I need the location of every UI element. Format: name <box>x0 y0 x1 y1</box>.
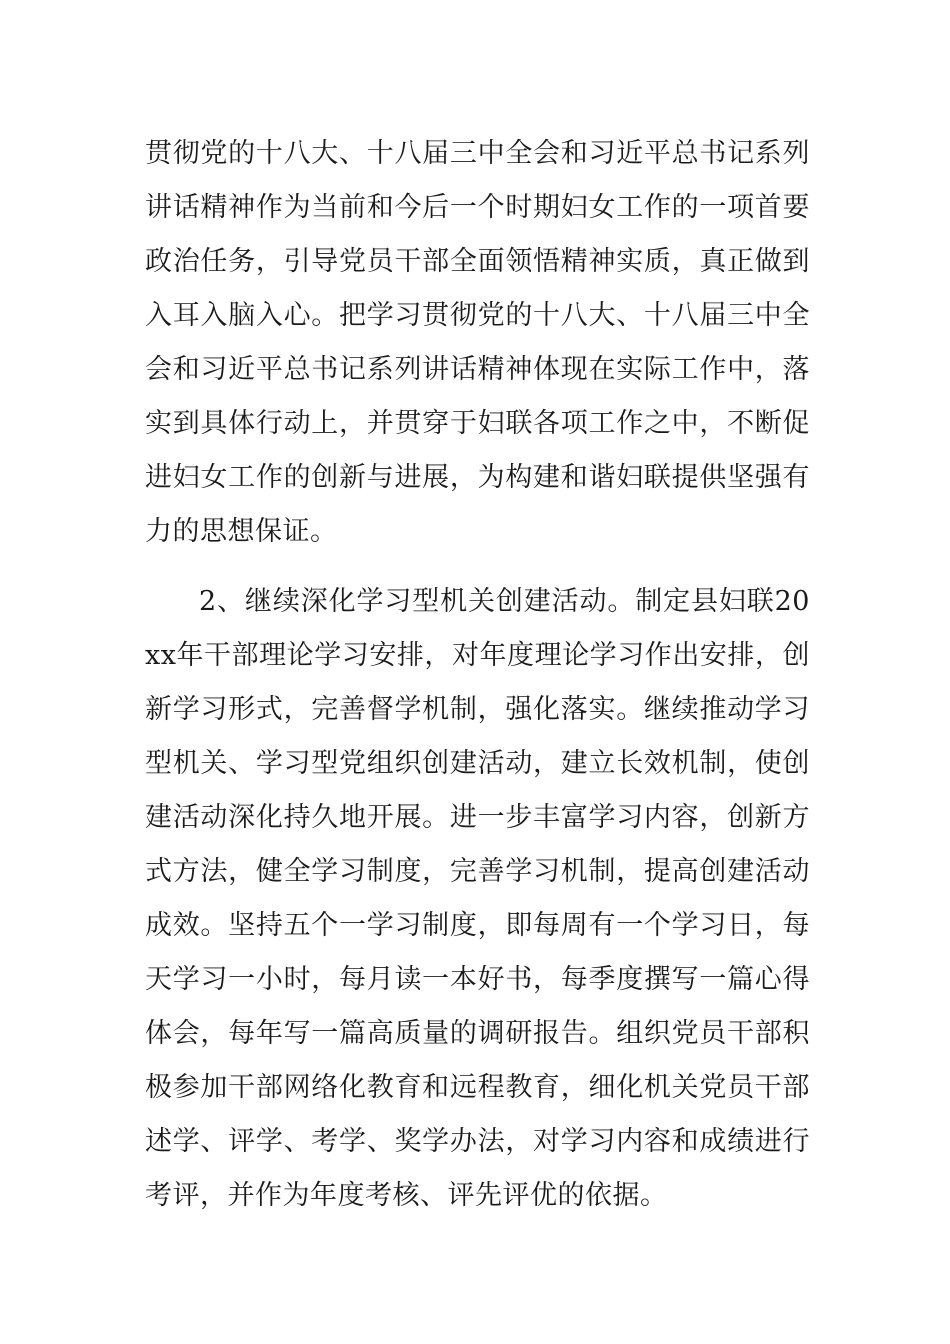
paragraph-continuation: 贯彻党的十八大、十八届三中全会和习近平总书记系列讲话精神作为当前和今后一个时期妇女工作的一项首要政治任务，引导党员干部全面领悟精神实质，真正做到入耳入脑入心。把学习贯彻党的十八大、十八届三中全会和习近平总书记系列讲话精神体现在实际工作中，落实到具体行动上，并贯穿于妇联各项工作之中，不断促进妇女工作的创新与进展，为构建和谐妇联提供坚强有力的思想保证。 <box>145 138 810 547</box>
paragraph-item-2: 2、继续深化学习型机关创建活动。制定县妇联20xx年干部理论学习安排，对年度理论学习作出安排，创新学习形式，完善督学机制，强化落实。继续推动学习型机关、学习型党组织创建活动，建立长效机制，使创建活动深化持久地开展。进一步丰富学习内容，创新方式方法，健全学习制度，完善学习机制，提高创建活动成效。坚持五个一学习制度，即每周有一个学习日，每天学习一小时，每月读一本好书，每季度撰写一篇心得体会，每年写一篇高质量的调研报告。组织党员干部积极参加干部网络化教育和远程教育，细化机关党员干部述学、评学、考学、奖学办法，对学习内容和成绩进行考评，并作为年度考核、评先评优的依据。 <box>145 586 810 1211</box>
